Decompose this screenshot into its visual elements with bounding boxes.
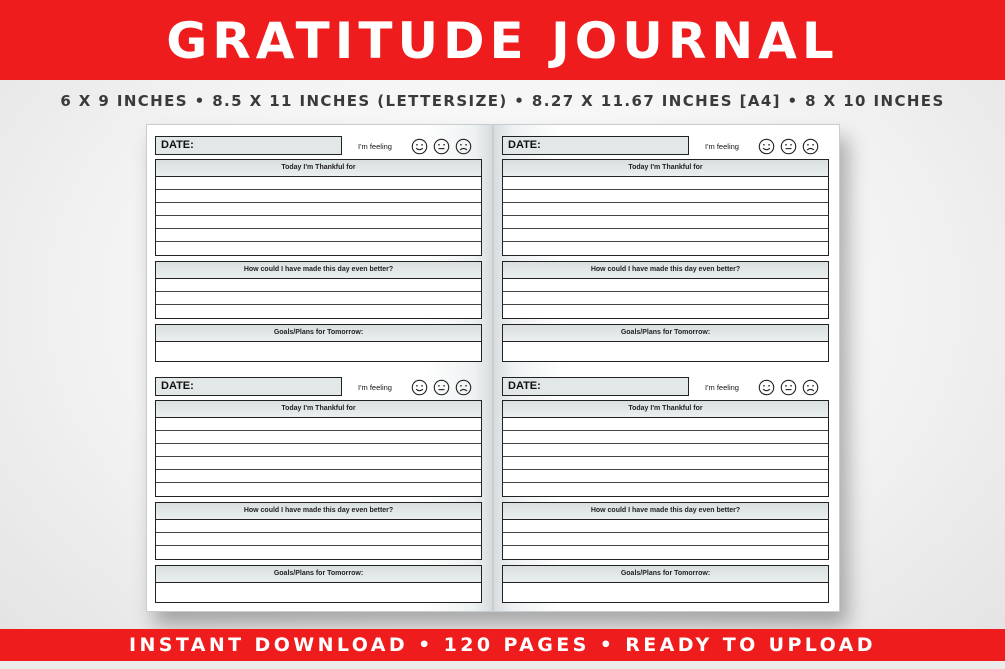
- journal-entry: [155, 136, 482, 336]
- writing-line[interactable]: [503, 444, 828, 457]
- thankful-lines[interactable]: [503, 177, 828, 255]
- writing-line[interactable]: [503, 418, 828, 431]
- goals-lines[interactable]: [503, 583, 828, 602]
- writing-line[interactable]: [503, 279, 828, 292]
- writing-line[interactable]: [156, 190, 481, 203]
- sad-face-icon[interactable]: [455, 379, 472, 396]
- thankful-box: [155, 400, 482, 497]
- goals-lines[interactable]: [156, 583, 481, 602]
- title-banner: [0, 0, 1005, 80]
- writing-line[interactable]: [503, 190, 828, 203]
- better-heading: How could I have made this day even better?: [503, 262, 828, 279]
- goals-heading: Goals/Plans for Tomorrow:: [156, 566, 481, 583]
- goals-heading: Goals/Plans for Tomorrow:: [503, 566, 828, 583]
- mood-faces: [411, 379, 472, 396]
- writing-line[interactable]: [156, 418, 481, 431]
- footer-banner: [0, 629, 1005, 661]
- sad-face-icon[interactable]: [802, 379, 819, 396]
- goals-heading: Goals/Plans for Tomorrow:: [503, 325, 828, 342]
- left-page: [146, 124, 493, 612]
- writing-line[interactable]: [156, 177, 481, 190]
- journal-entry: [155, 377, 482, 577]
- writing-line[interactable]: [503, 203, 828, 216]
- writing-line[interactable]: [156, 229, 481, 242]
- better-lines[interactable]: [503, 279, 828, 318]
- thankful-heading: Today I'm Thankful for: [503, 160, 828, 177]
- writing-line[interactable]: [156, 444, 481, 457]
- writing-line[interactable]: [503, 546, 828, 559]
- thankful-heading: Today I'm Thankful for: [156, 401, 481, 418]
- thankful-box: [502, 159, 829, 256]
- footer-tagline: INSTANT DOWNLOAD • 120 PAGES • READY TO UPLOAD: [129, 634, 876, 656]
- goals-heading: Goals/Plans for Tomorrow:: [156, 325, 481, 342]
- writing-line[interactable]: [156, 546, 481, 559]
- writing-line[interactable]: [156, 279, 481, 292]
- happy-face-icon[interactable]: [411, 138, 428, 155]
- neutral-face-icon[interactable]: [433, 379, 450, 396]
- writing-line[interactable]: [156, 292, 481, 305]
- date-field[interactable]: DATE:: [502, 136, 689, 155]
- writing-line[interactable]: [156, 483, 481, 496]
- feeling-label: I'm feeling: [705, 142, 739, 151]
- better-lines[interactable]: [156, 520, 481, 559]
- better-lines[interactable]: [503, 520, 828, 559]
- date-field[interactable]: DATE:: [502, 377, 689, 396]
- better-box: [502, 261, 829, 319]
- date-field[interactable]: DATE:: [155, 377, 342, 396]
- goals-lines[interactable]: [156, 342, 481, 361]
- writing-line[interactable]: [503, 483, 828, 496]
- writing-line[interactable]: [503, 583, 828, 602]
- writing-line[interactable]: [156, 431, 481, 444]
- writing-line[interactable]: [503, 229, 828, 242]
- thankful-heading: Today I'm Thankful for: [156, 160, 481, 177]
- writing-line[interactable]: [156, 305, 481, 318]
- page-title: GRATITUDE JOURNAL: [166, 12, 839, 70]
- writing-line[interactable]: [503, 431, 828, 444]
- goals-box: [502, 565, 829, 603]
- mood-faces: [411, 138, 472, 155]
- better-heading: How could I have made this day even better?: [156, 503, 481, 520]
- right-page: [493, 124, 840, 612]
- writing-line[interactable]: [503, 520, 828, 533]
- date-row: [502, 377, 829, 397]
- thankful-lines[interactable]: [503, 418, 828, 496]
- neutral-face-icon[interactable]: [433, 138, 450, 155]
- neutral-face-icon[interactable]: [780, 138, 797, 155]
- neutral-face-icon[interactable]: [780, 379, 797, 396]
- thankful-box: [502, 400, 829, 497]
- size-options-line: 6 X 9 INCHES • 8.5 X 11 INCHES (LETTERSIZE) • 8.27 X 11.67 INCHES [A4] • 8 X 10 INCHES: [60, 92, 945, 110]
- writing-line[interactable]: [503, 305, 828, 318]
- writing-line[interactable]: [156, 520, 481, 533]
- goals-lines[interactable]: [503, 342, 828, 361]
- journal-entry: [502, 136, 829, 336]
- thankful-heading: Today I'm Thankful for: [503, 401, 828, 418]
- writing-line[interactable]: [503, 342, 828, 361]
- date-row: [155, 377, 482, 397]
- writing-line[interactable]: [503, 216, 828, 229]
- writing-line[interactable]: [503, 292, 828, 305]
- better-lines[interactable]: [156, 279, 481, 318]
- date-row: [155, 136, 482, 156]
- thankful-box: [155, 159, 482, 256]
- writing-line[interactable]: [156, 583, 481, 602]
- sad-face-icon[interactable]: [455, 138, 472, 155]
- feeling-label: I'm feeling: [358, 142, 392, 151]
- better-box: [155, 261, 482, 319]
- journal-entry: [502, 377, 829, 577]
- writing-line[interactable]: [156, 457, 481, 470]
- bottom-strip: [0, 661, 1005, 669]
- writing-line[interactable]: [503, 242, 828, 255]
- happy-face-icon[interactable]: [758, 379, 775, 396]
- journal-spread: [146, 124, 840, 612]
- writing-line[interactable]: [156, 203, 481, 216]
- better-heading: How could I have made this day even better?: [156, 262, 481, 279]
- thankful-lines[interactable]: [156, 177, 481, 255]
- sad-face-icon[interactable]: [802, 138, 819, 155]
- happy-face-icon[interactable]: [411, 379, 428, 396]
- happy-face-icon[interactable]: [758, 138, 775, 155]
- better-box: [155, 502, 482, 560]
- goals-box: [155, 324, 482, 362]
- thankful-lines[interactable]: [156, 418, 481, 496]
- writing-line[interactable]: [503, 533, 828, 546]
- better-heading: How could I have made this day even better?: [503, 503, 828, 520]
- feeling-label: I'm feeling: [358, 383, 392, 392]
- writing-line[interactable]: [156, 242, 481, 255]
- feeling-label: I'm feeling: [705, 383, 739, 392]
- goals-box: [155, 565, 482, 603]
- writing-line[interactable]: [503, 470, 828, 483]
- mood-faces: [758, 379, 819, 396]
- writing-line[interactable]: [503, 457, 828, 470]
- writing-line[interactable]: [156, 216, 481, 229]
- mood-faces: [758, 138, 819, 155]
- writing-line[interactable]: [156, 342, 481, 361]
- goals-box: [502, 324, 829, 362]
- writing-line[interactable]: [156, 533, 481, 546]
- better-box: [502, 502, 829, 560]
- date-field[interactable]: DATE:: [155, 136, 342, 155]
- date-row: [502, 136, 829, 156]
- writing-line[interactable]: [503, 177, 828, 190]
- writing-line[interactable]: [156, 470, 481, 483]
